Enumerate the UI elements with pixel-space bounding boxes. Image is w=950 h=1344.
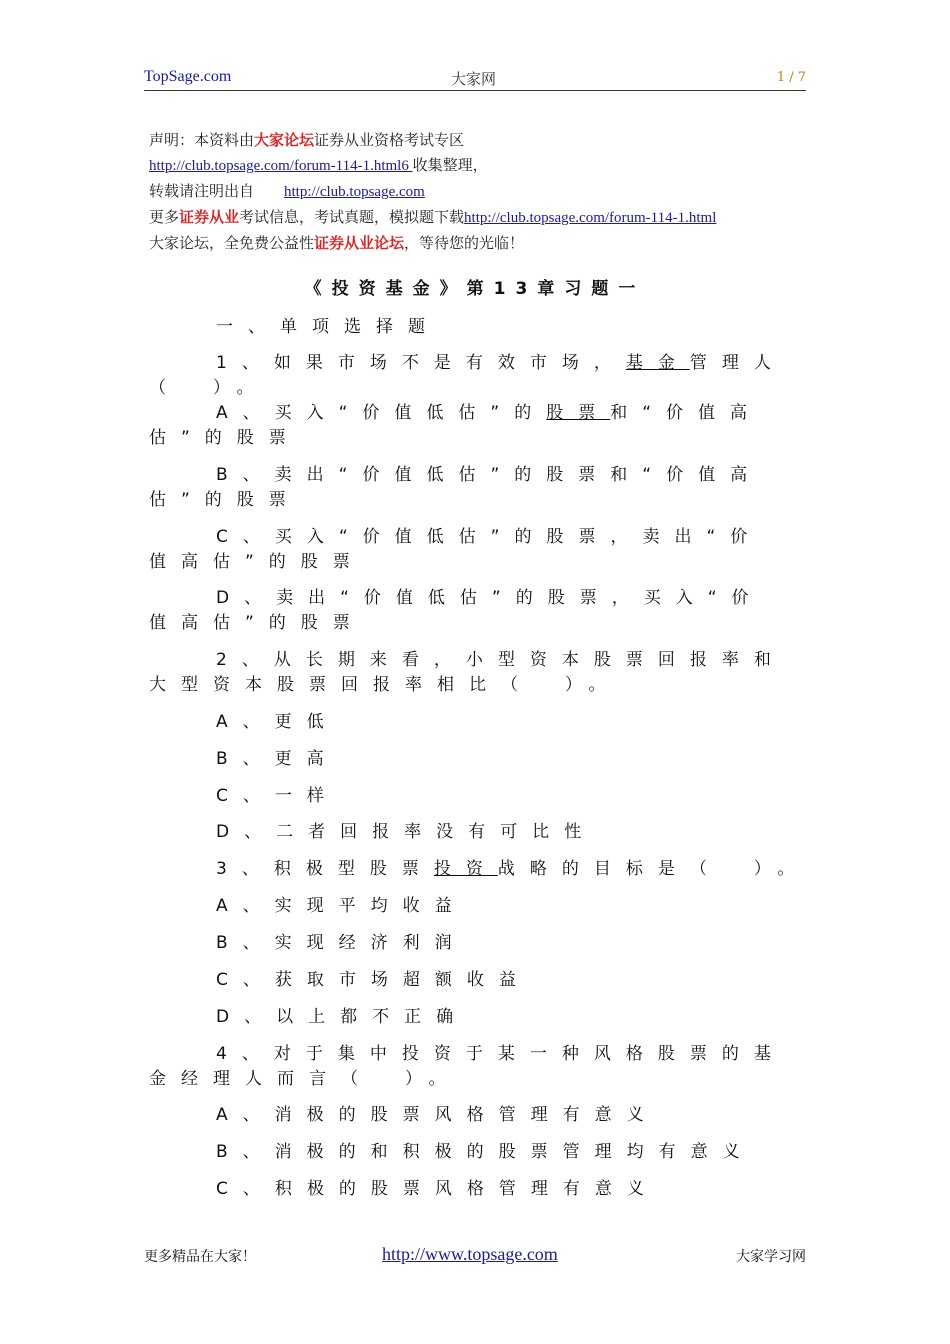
forum-name-highlight: 大家论坛	[254, 131, 315, 149]
option-3c: C、获取市场超额收益	[216, 970, 531, 990]
question-2: 2、从长期来看，小型资本股票回报率和	[216, 650, 786, 670]
question-4-cont: 金经理人而言（ ）。	[149, 1069, 461, 1089]
option-1d-cont: 值高估”的股票	[149, 613, 365, 633]
download-link[interactable]: http://club.topsage.com/forum-114-1.html	[464, 210, 717, 226]
question-1-cont: （ ）。	[149, 378, 269, 398]
footer-left-text: 更多精品在大家！	[144, 1249, 256, 1265]
option-1b-cont: 估”的股票	[149, 490, 301, 510]
section-heading: 一、单项选择题	[216, 317, 440, 337]
option-4c: C、积极的股票风格管理有意义	[216, 1179, 659, 1199]
header-center-text: 大家网	[451, 70, 497, 88]
question-1: 1、如果市场不是有效市场，基金管理人	[216, 353, 786, 373]
option-3b: B、实现经济利润	[216, 933, 467, 953]
securities-highlight: 证券从业	[179, 208, 240, 226]
option-2b: B、更高	[216, 749, 339, 769]
chapter-title: 《投资基金》第13章习题一	[304, 279, 646, 299]
option-4a: A、消极的股票风格管理有意义	[216, 1105, 659, 1125]
question-4: 4、对于集中投资于某一种风格股票的基	[216, 1044, 786, 1064]
footer-link[interactable]: http://www.topsage.com	[382, 1244, 558, 1264]
option-1a-cont: 估”的股票	[149, 428, 301, 448]
declaration-line-1: 声明：本资料由大家论坛证券从业资格考试专区	[149, 131, 465, 149]
declaration-line-5: 大家论坛，全免费公益性证券从业论坛，等待您的光临！	[149, 234, 525, 252]
option-1a: A、买入“价值低估”的股票和“价值高	[216, 403, 763, 423]
declaration-line-2: http://club.topsage.com/forum-114-1.html6 收集整理，	[149, 156, 488, 174]
option-2d: D、二者回报率没有可比性	[216, 822, 597, 842]
declaration-line-3: 转载请注明出自 http://club.topsage.com	[149, 182, 425, 200]
declaration-line-4: 更多证券从业考试信息，考试真题，模拟题下载http://club.topsage.com/forum-114-1.html	[149, 208, 717, 226]
question-2-cont: 大型资本股票回报率相比（ ）。	[149, 675, 621, 695]
page-header	[144, 68, 806, 91]
option-1d: D、卖出“价值低估”的股票，买入“价	[216, 588, 764, 608]
option-1b: B、卖出“价值低估”的股票和“价值高	[216, 465, 763, 485]
page-number: 1 / 7	[776, 70, 806, 85]
option-1c-cont: 值高估”的股票	[149, 552, 365, 572]
forum-highlight: 证券从业论坛	[314, 234, 405, 252]
option-2a: A、更低	[216, 712, 339, 732]
declaration-block	[149, 128, 716, 256]
footer-right-text: 大家学习网	[736, 1249, 806, 1265]
option-1c: C、买入“价值低估”的股票，卖出“价	[216, 527, 763, 547]
forum-link[interactable]: http://club.topsage.com/forum-114-1.html6	[149, 158, 413, 174]
page-footer	[144, 1244, 806, 1266]
question-3: 3、积极型股票投资战略的目标是（ ）。	[216, 859, 810, 879]
option-3d: D、以上都不正确	[216, 1007, 469, 1027]
option-2c: C、一样	[216, 786, 339, 806]
club-link[interactable]: http://club.topsage.com	[284, 184, 425, 200]
option-4b: B、消极的和积极的股票管理均有意义	[216, 1142, 755, 1162]
header-site-name[interactable]: TopSage.com	[144, 68, 232, 85]
option-3a: A、实现平均收益	[216, 896, 467, 916]
